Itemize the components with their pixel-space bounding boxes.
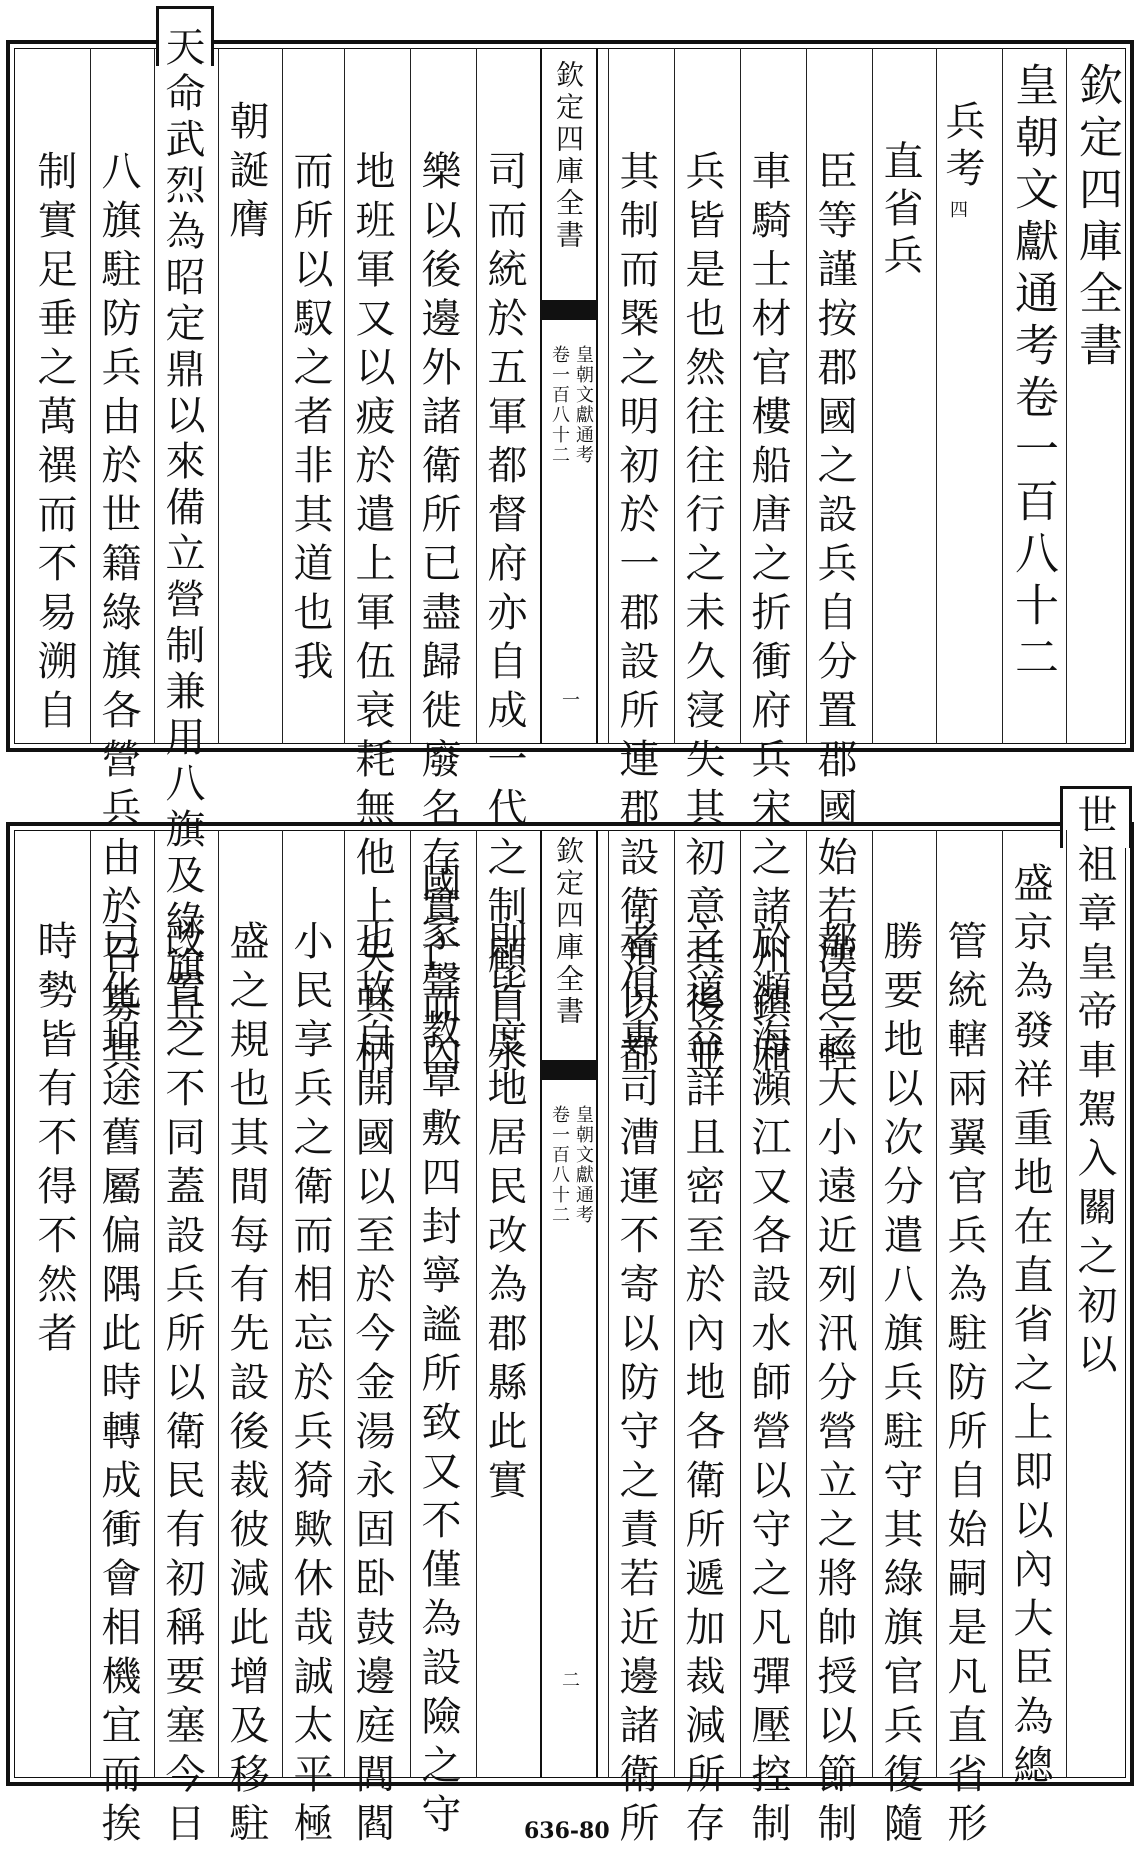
bottom-body-line: 勝要地以次分遣八旗兵駐守其綠旗官兵復隨 bbox=[877, 920, 923, 1851]
top-column-rule bbox=[282, 48, 283, 744]
top-body-line: 八旗駐防兵由於世籍綠旗各營兵由於召募其 bbox=[95, 150, 141, 1081]
top-fold-mark bbox=[540, 300, 598, 320]
top-body-line: 樂以後邊外諸衛所已盡歸徙廢名存實亡而內 bbox=[415, 150, 461, 1081]
top-column-rule bbox=[154, 48, 155, 744]
bottom-body-line: 也故自開國以至於今金湯永固卧鼓邊庭閭閻 bbox=[349, 920, 395, 1851]
bottom-body-line: 都邑之大小遠近列汛分營立之將帥授以節制 bbox=[811, 920, 857, 1851]
bottom-elevated-line: 世祖章皇帝車駕入關之初以 bbox=[1071, 794, 1117, 1382]
bottom-body-line: 改置之不同蓋設兵所以衛民有初稱要塞今日 bbox=[159, 920, 205, 1851]
page-number: 636-80 bbox=[524, 1818, 610, 1844]
top-section-label: 兵考 bbox=[939, 100, 985, 194]
top-column-rule bbox=[674, 48, 675, 744]
bottom-body-line: 盛京為發祥重地在直省之上即以內大臣為總 bbox=[1007, 862, 1053, 1793]
top-fold-volume: 卷一百八十二 bbox=[549, 345, 570, 465]
top-section-group bbox=[939, 100, 985, 220]
bottom-body-line: 盛之規也其間每有先設後裁彼減此增及移駐 bbox=[223, 920, 269, 1851]
top-fold-title: 欽定四庫全書 bbox=[552, 60, 585, 252]
top-column-rule bbox=[740, 48, 741, 744]
top-column-rule bbox=[90, 48, 91, 744]
bottom-body-line: 時勢皆有不得不然者 bbox=[31, 920, 77, 1361]
bottom-column-rule bbox=[476, 830, 477, 1778]
bottom-body-line: 國家聲教覃敷四封寧謐所致又不僅為設險之守 bbox=[415, 862, 461, 1842]
bottom-column-rule bbox=[740, 830, 741, 1778]
top-column-rule bbox=[476, 48, 477, 744]
top-column-rule bbox=[218, 48, 219, 744]
bottom-column-rule bbox=[674, 830, 675, 1778]
top-fold-page: 一 bbox=[559, 690, 580, 710]
bottom-column-rule bbox=[1002, 830, 1003, 1778]
bottom-fold-mark bbox=[540, 1060, 598, 1080]
top-body-line: 臣等謹按郡國之設兵自分置郡國始若漢之輕 bbox=[811, 150, 857, 1081]
bottom-column-rule bbox=[872, 830, 873, 1778]
bottom-body-line: 小民享兵之衛而相忘於兵猗歟休哉誠太平極 bbox=[287, 920, 333, 1851]
top-column-rule bbox=[936, 48, 937, 744]
bottom-column-rule bbox=[90, 830, 91, 1778]
bottom-body-line: 則皆度地居民改為郡縣此實 bbox=[481, 920, 527, 1508]
top-margin-title: 欽定四庫全書 bbox=[1071, 62, 1122, 374]
bottom-fold-page: 二 bbox=[559, 1670, 580, 1690]
bottom-body-line: 管統轄兩翼官兵為駐防所自始嗣是凡直省形 bbox=[941, 920, 987, 1851]
top-column-rule bbox=[806, 48, 807, 744]
bottom-column-rule bbox=[608, 830, 609, 1778]
bottom-column-rule bbox=[1066, 830, 1067, 1778]
top-column-rule bbox=[1002, 48, 1003, 744]
top-column-rule bbox=[410, 48, 411, 744]
top-book-title: 皇朝文獻通考卷一百八十二 bbox=[1007, 62, 1058, 686]
top-body-line: 車騎士材官樓船唐之折衝府兵宋之諸州鎮廂 bbox=[745, 150, 791, 1081]
bottom-column-rule bbox=[806, 830, 807, 1778]
bottom-column-rule bbox=[218, 830, 219, 1778]
top-body-line: 天命武烈為昭定鼎以來備立營制兼用八旗及綠旗兵 bbox=[159, 26, 205, 1038]
top-fold-subtitle: 皇朝文獻通考 bbox=[573, 345, 594, 465]
bottom-fold-title: 欽定四庫全書 bbox=[552, 836, 585, 1028]
top-body-line: 司而統於五軍都督府亦自成一代之制顧自永 bbox=[481, 150, 527, 1081]
bottom-column-rule bbox=[154, 830, 155, 1778]
top-heading: 直省兵 bbox=[877, 140, 923, 281]
bottom-column-rule bbox=[936, 830, 937, 1778]
bottom-column-rule bbox=[410, 830, 411, 1778]
top-body-line: 制實足垂之萬禩而不易溯自 bbox=[31, 150, 77, 738]
top-column-rule bbox=[344, 48, 345, 744]
top-column-rule bbox=[1066, 48, 1067, 744]
bottom-body-line: 之道益詳且密至於內地各衛所遞加裁減所存 bbox=[679, 920, 725, 1851]
bottom-fold-volume: 卷一百八十二 bbox=[549, 1105, 570, 1225]
bottom-body-line: 已化坦途舊屬偏隅此時轉成衝會相機宜而挨 bbox=[95, 920, 141, 1851]
bottom-body-line: 於瀕海瀕江又各設水師營以守之凡彈壓控制 bbox=[745, 920, 791, 1851]
top-column-rule bbox=[872, 48, 873, 744]
bottom-column-rule bbox=[282, 830, 283, 1778]
top-column-rule bbox=[608, 48, 609, 744]
top-section-number: 四 bbox=[947, 200, 968, 220]
top-body-line: 其制而槩之明初於一郡設所連郡設衛領以都 bbox=[613, 150, 659, 1081]
bottom-fold-subtitle: 皇朝文獻通考 bbox=[573, 1105, 594, 1225]
top-body-line: 而所以馭之者非其道也我 bbox=[287, 150, 333, 689]
top-body-line: 地班軍又以疲於遣上軍伍衰耗無他上失其柄 bbox=[349, 150, 395, 1081]
top-body-line: 朝誕膺 bbox=[223, 100, 269, 247]
bottom-column-rule bbox=[344, 830, 345, 1778]
bottom-body-line: 者俱專司漕運不寄以防守之責若近邊諸衛所 bbox=[613, 920, 659, 1851]
top-body-line: 兵皆是也然往往行之未久寖失其初意其後並 bbox=[679, 150, 725, 1081]
